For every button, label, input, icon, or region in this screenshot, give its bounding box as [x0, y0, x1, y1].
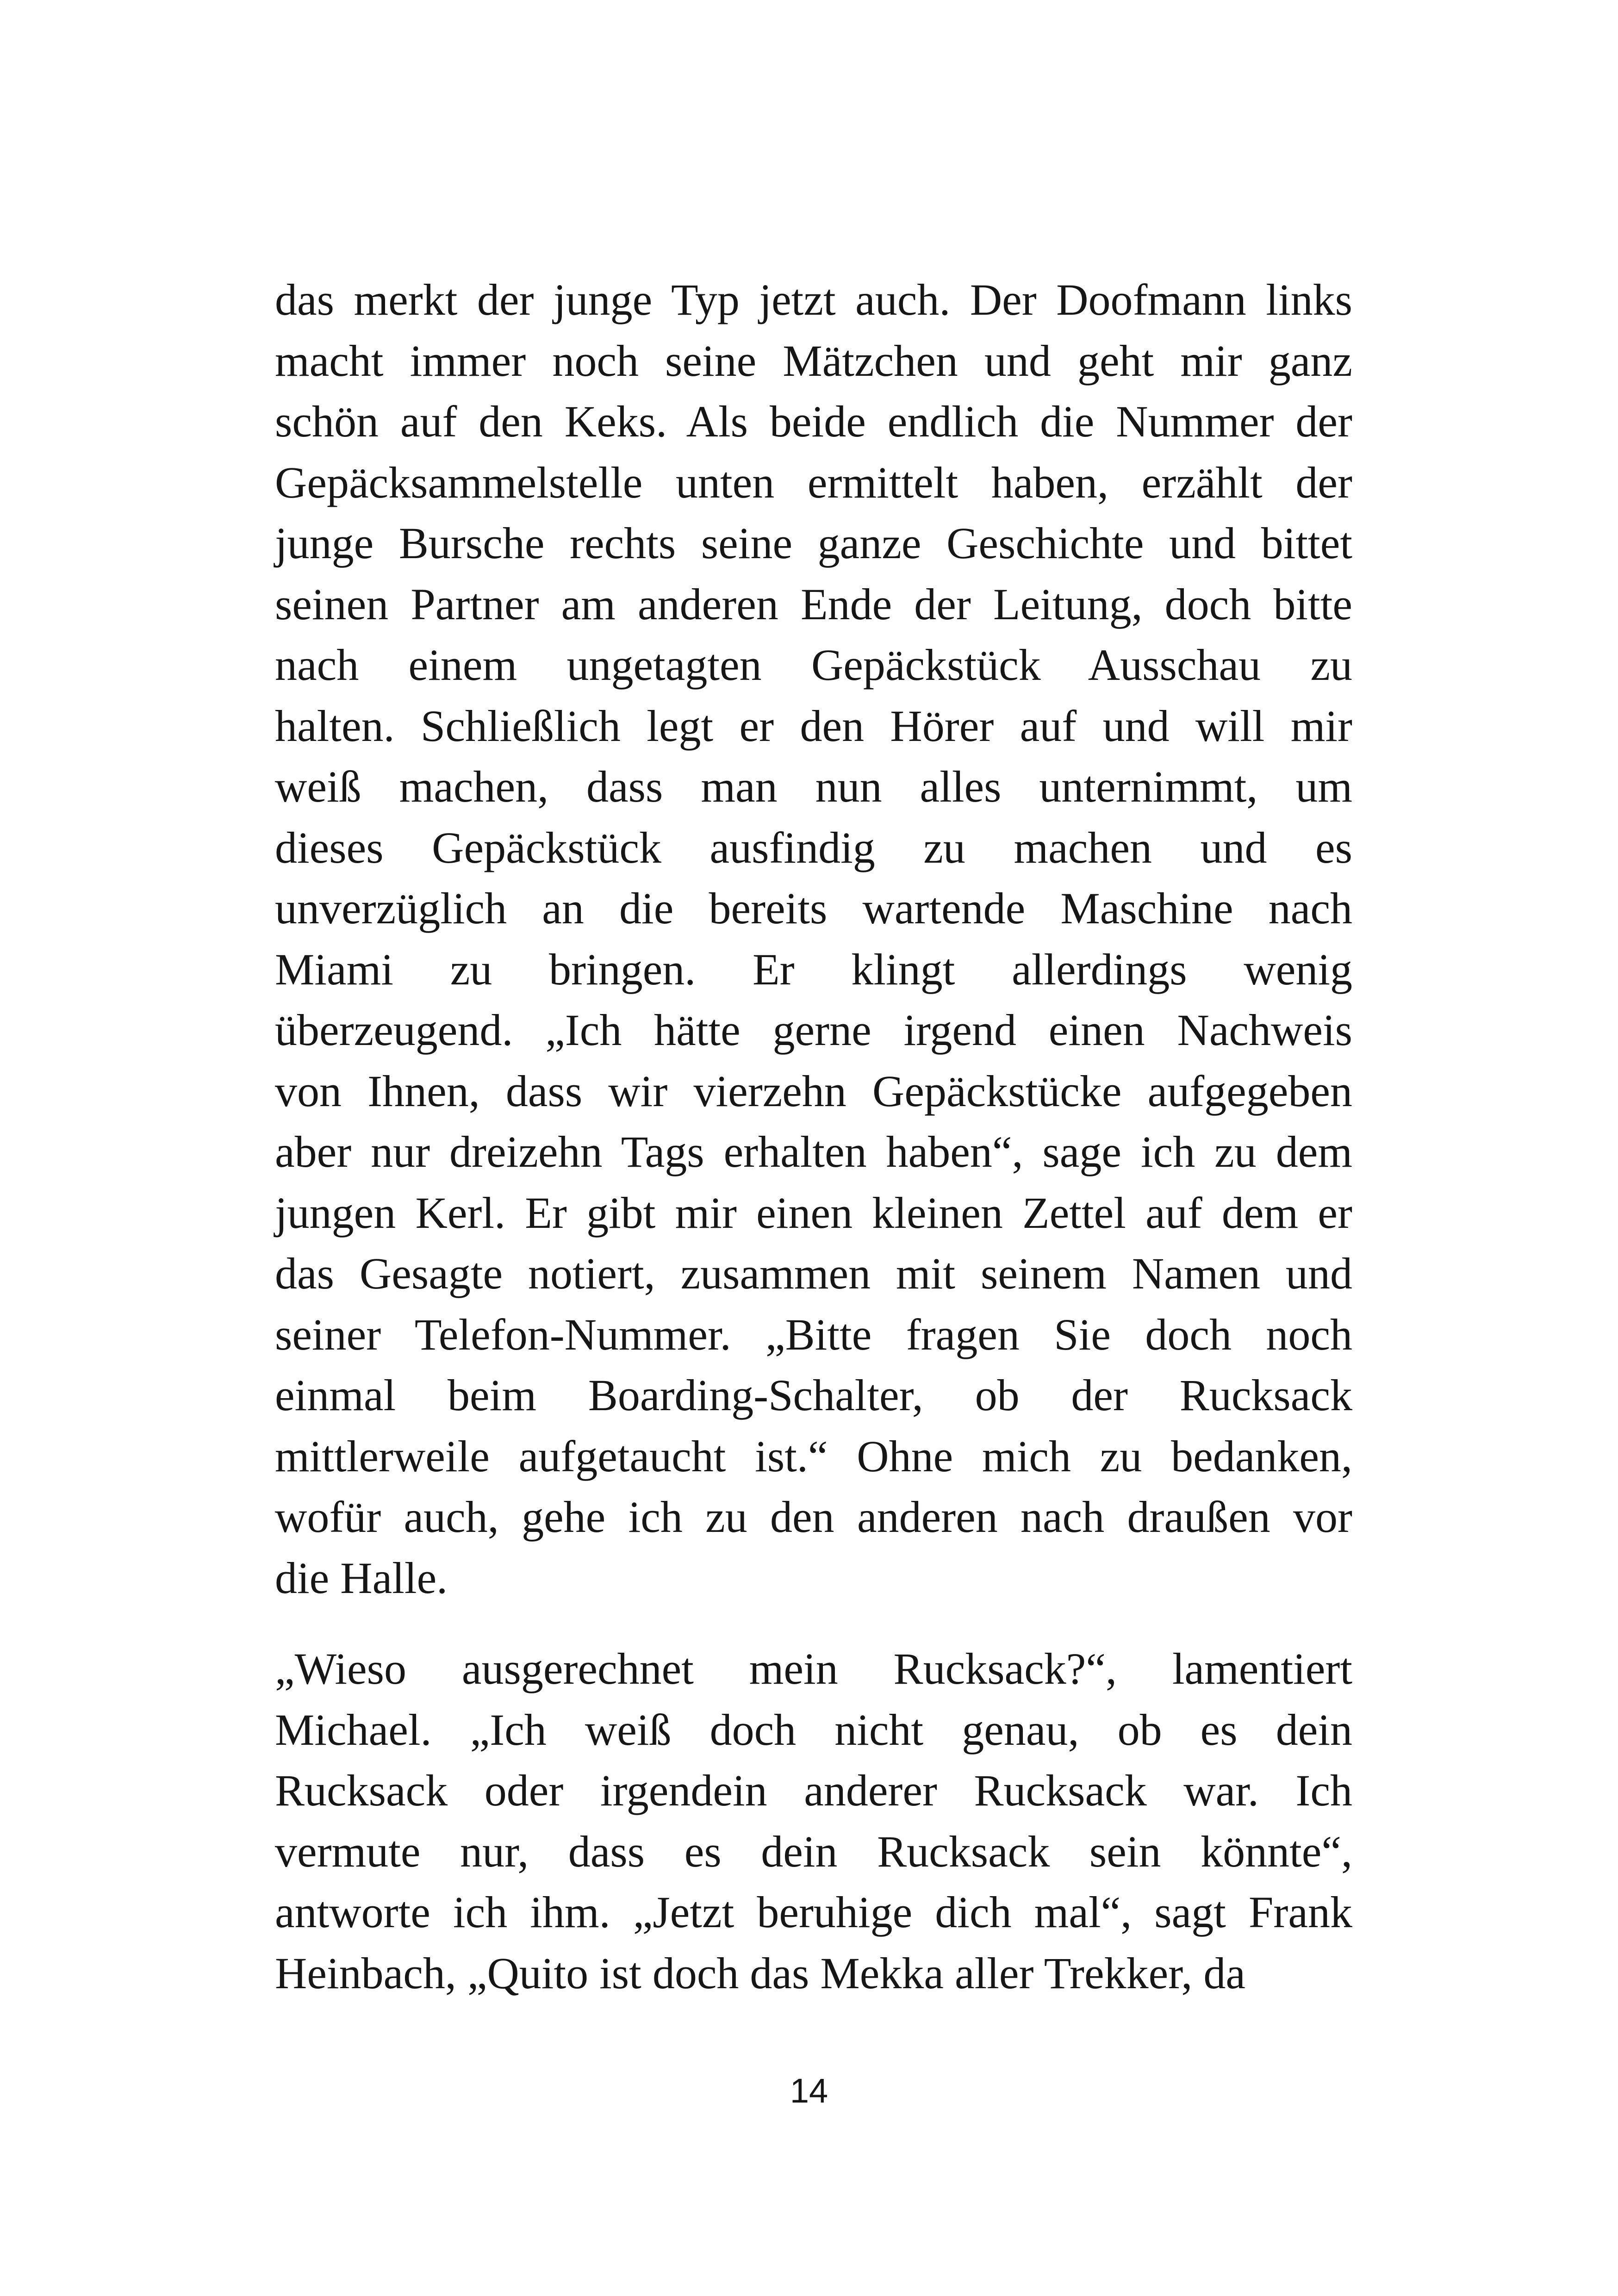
text-line: überzeugend. „Ich hätte gerne irgend einen Nachweis: [275, 1005, 1352, 1055]
text-line: „Wieso ausgerechnet mein Rucksack?“, lamentiert: [275, 1644, 1352, 1693]
text-line: nach einem ungetagten Gepäckstück Ausschau zu: [275, 640, 1352, 690]
text-line: Rucksack oder irgendein anderer Rucksack war. Ich: [275, 1766, 1352, 1815]
text-line: vermute nur, dass es dein Rucksack sein könnte“,: [275, 1826, 1352, 1876]
text-line: mittlerweile aufgetaucht ist.“ Ohne mich zu bedanken,: [275, 1431, 1352, 1481]
text-line: Heinbach, „Quito ist doch das Mekka aller Trekker, da: [275, 1948, 1245, 1998]
text-line: einmal beim Boarding-Schalter, ob der Rucksack: [275, 1370, 1352, 1420]
text-line: dieses Gepäckstück ausfindig zu machen und es: [275, 822, 1352, 872]
page-number: 14: [790, 2072, 828, 2110]
paragraph: [275, 1638, 1352, 2004]
paragraph: [275, 269, 1352, 1608]
text-line: das merkt der junge Typ jetzt auch. Der Doofmann links: [275, 275, 1352, 324]
text-line: halten. Schließlich legt er den Hörer auf und will mir: [275, 701, 1352, 751]
text-line: schön auf den Keks. Als beide endlich die Nummer der: [275, 397, 1352, 446]
text-line: aber nur dreizehn Tags erhalten haben“, sage ich zu dem: [275, 1127, 1352, 1176]
text-line: seiner Telefon-Nummer. „Bitte fragen Sie doch noch: [275, 1309, 1352, 1359]
text-line: antworte ich ihm. „Jetzt beruhige dich mal“, sagt Frank: [275, 1887, 1352, 1937]
text-line: macht immer noch seine Mätzchen und geht mir ganz: [275, 336, 1352, 386]
text-line: junge Bursche rechts seine ganze Geschichte und bittet: [275, 518, 1352, 568]
text-line: Miami zu bringen. Er klingt allerdings wenig: [275, 944, 1352, 994]
text-line: das Gesagte notiert, zusammen mit seinem Namen und: [275, 1249, 1352, 1298]
text-line: jungen Kerl. Er gibt mir einen kleinen Zettel auf dem er: [275, 1188, 1352, 1238]
text-line: die Halle.: [275, 1553, 448, 1603]
text-line: Gepäcksammelstelle unten ermittelt haben, erzählt der: [275, 457, 1352, 507]
text-line: Michael. „Ich weiß doch nicht genau, ob es dein: [275, 1705, 1352, 1755]
text-line: seinen Partner am anderen Ende der Leitung, doch bitte: [275, 579, 1352, 629]
text-line: von Ihnen, dass wir vierzehn Gepäckstücke aufgegeben: [275, 1066, 1352, 1116]
text-line: weiß machen, dass man nun alles unternimmt, um: [275, 762, 1352, 811]
text-line: wofür auch, gehe ich zu den anderen nach draußen vor: [275, 1492, 1352, 1542]
text-line: unverzüglich an die bereits wartende Maschine nach: [275, 884, 1352, 933]
